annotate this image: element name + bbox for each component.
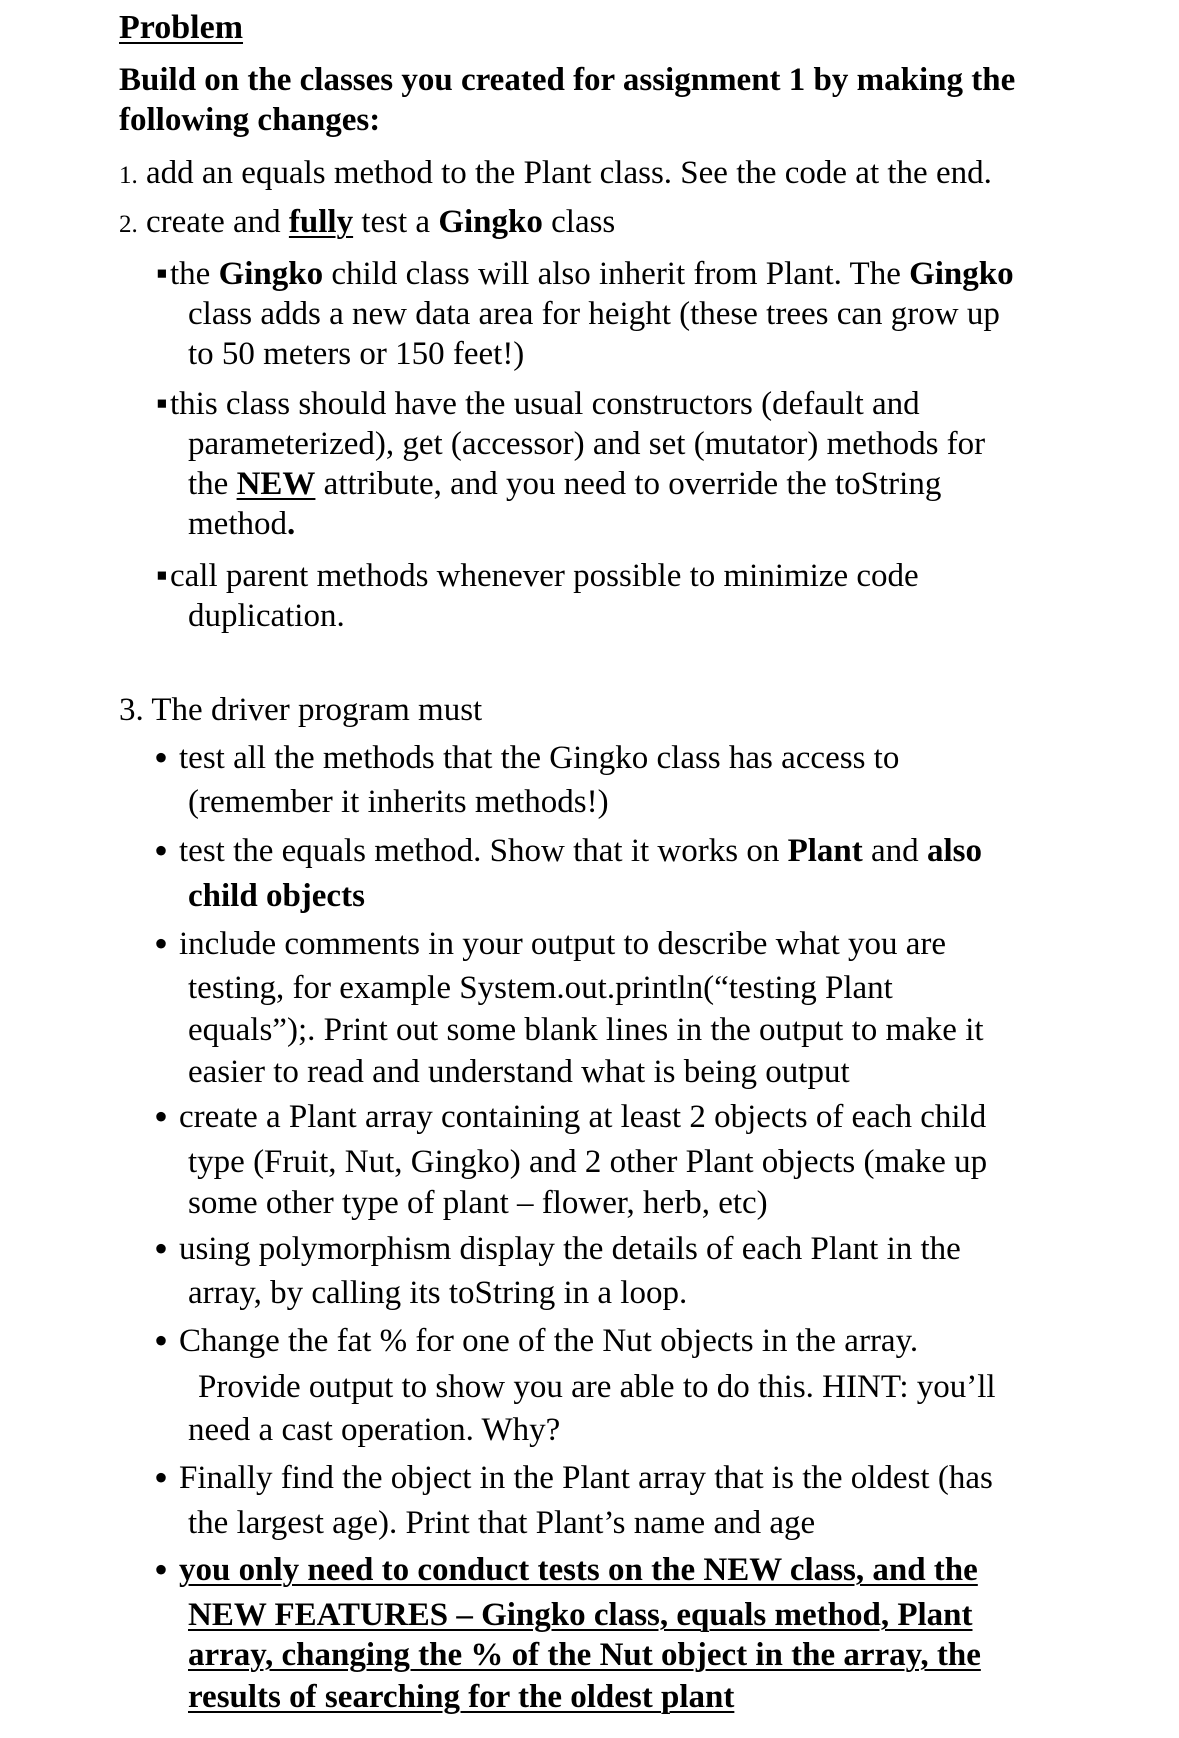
item-3-bullet-3-line-2: testing, for example System.out.println(“testing Plant [188,970,893,1006]
bullet-dot: • [154,1318,169,1363]
item-2-text-b: test a [353,204,439,240]
item-2-bullet-1-line-3: to 50 meters or 150 feet!) [188,336,525,372]
item-3-bullet-4-line-3: some other type of plant – flower, herb, etc) [188,1185,768,1221]
item-3-bullet-7-line-2: the largest age). Print that Plant’s name and age [188,1505,816,1541]
item-3-bullet-8-line-4: results of searching for the oldest plant [188,1679,735,1715]
text: the [188,466,237,502]
item-1-number: 1. [119,162,138,189]
plant-bold: Plant [787,833,863,869]
item-3-bullet-7-line-1: Finally find the object in the Plant array that is the oldest (has [179,1460,993,1496]
item-3-bullet-5-line-1: using polymorphism display the details of each Plant in the [179,1231,961,1267]
intro-line-1: Build on the classes you created for assignment 1 by making the [119,62,1016,98]
bullet-square: ▪ [156,386,168,422]
item-1-text: add an equals method to the Plant class. See the code at the end. [146,155,992,191]
item-3-bullet-2-line-2: child objects [188,878,365,914]
bullet-dot: • [154,735,169,780]
text: the [170,256,219,292]
bullet-dot: • [154,828,169,873]
problem-title: Problem [119,9,244,46]
item-2-fully: fully [288,204,354,240]
item-3-bullet-6-line-1: Change the fat % for one of the Nut objects in the array. [179,1323,919,1359]
item-3-bullet-8-line-2: NEW FEATURES – Gingko class, equals method, Plant [188,1597,973,1633]
item-2-text-c: class [542,204,616,240]
new-bold: NEW [236,466,316,502]
period-bold: . [286,506,296,542]
item-2-bullet-2-line-4 [188,504,295,544]
also-bold: also [926,833,982,869]
item-3-bullet-5-line-2: array, by calling its toString in a loop. [188,1275,688,1311]
item-2-bullet-2-line-3 [188,464,941,504]
item-2-number: 2. [119,211,138,238]
item-3-bullet-1-line-2: (remember it inherits methods!) [188,784,609,820]
bullet-dot: • [154,921,169,966]
bullet-dot: • [154,1094,169,1139]
text: and [862,833,927,869]
bullet-square: ▪ [156,256,168,292]
item-3-bullet-4-line-1: create a Plant array containing at least 2 objects of each child [179,1099,987,1135]
item-2-bullet-3-line-1: call parent methods whenever possible to minimize code [170,558,919,594]
item-1 [119,153,992,196]
item-3-bullet-3-line-3: equals”);. Print out some blank lines in the output to make it [188,1012,984,1048]
gingko-bold: Gingko [909,256,1014,292]
bullet-dot: • [154,1547,169,1592]
item-3-bullet-2-line-1 [179,831,982,871]
item-2-gingko: Gingko [438,204,543,240]
item-2-bullet-2-line-1: this class should have the usual constructors (default and [170,386,920,422]
item-3-bullet-6-line-2: Provide output to show you are able to do this. HINT: you’ll [198,1369,996,1405]
item-3-bullet-6-line-3: need a cast operation. Why? [188,1412,561,1448]
item-2-bullet-2-line-2: parameterized), get (accessor) and set (mutator) methods for [188,426,986,462]
bullet-dot: • [154,1455,169,1500]
bullet-square: ▪ [156,558,168,594]
text: child class will also inherit from Plant. The [323,256,910,292]
item-3-bullet-3-line-4: easier to read and understand what is being output [188,1054,850,1090]
item-3-bullet-8-line-1: you only need to conduct tests on the NEW class, and the [179,1552,978,1588]
item-3-heading: 3. The driver program must [119,692,483,728]
item-3-bullet-3-line-1: include comments in your output to describe what you are [179,926,947,962]
item-3-bullet-1-line-1: test all the methods that the Gingko class has access to [179,740,900,776]
item-2 [119,202,615,245]
item-2-text-a: create and [146,204,289,240]
item-2-bullet-3-line-2: duplication. [188,598,345,634]
bullet-dot: • [154,1226,169,1271]
item-3-bullet-4-line-2: type (Fruit, Nut, Gingko) and 2 other Plant objects (make up [188,1144,988,1180]
text: test the equals method. Show that it works on [179,833,788,869]
gingko-bold: Gingko [218,256,324,292]
text: attribute, and you need to override the toString [315,466,942,502]
item-2-bullet-1-line-2: class adds a new data area for height (these trees can grow up [188,296,1000,332]
text: method [188,506,287,542]
item-3-bullet-8-line-3: array, changing the % of the Nut object in the array, the [188,1637,981,1673]
item-2-bullet-1-line-1 [170,254,1014,294]
intro-line-2: following changes: [119,102,381,138]
